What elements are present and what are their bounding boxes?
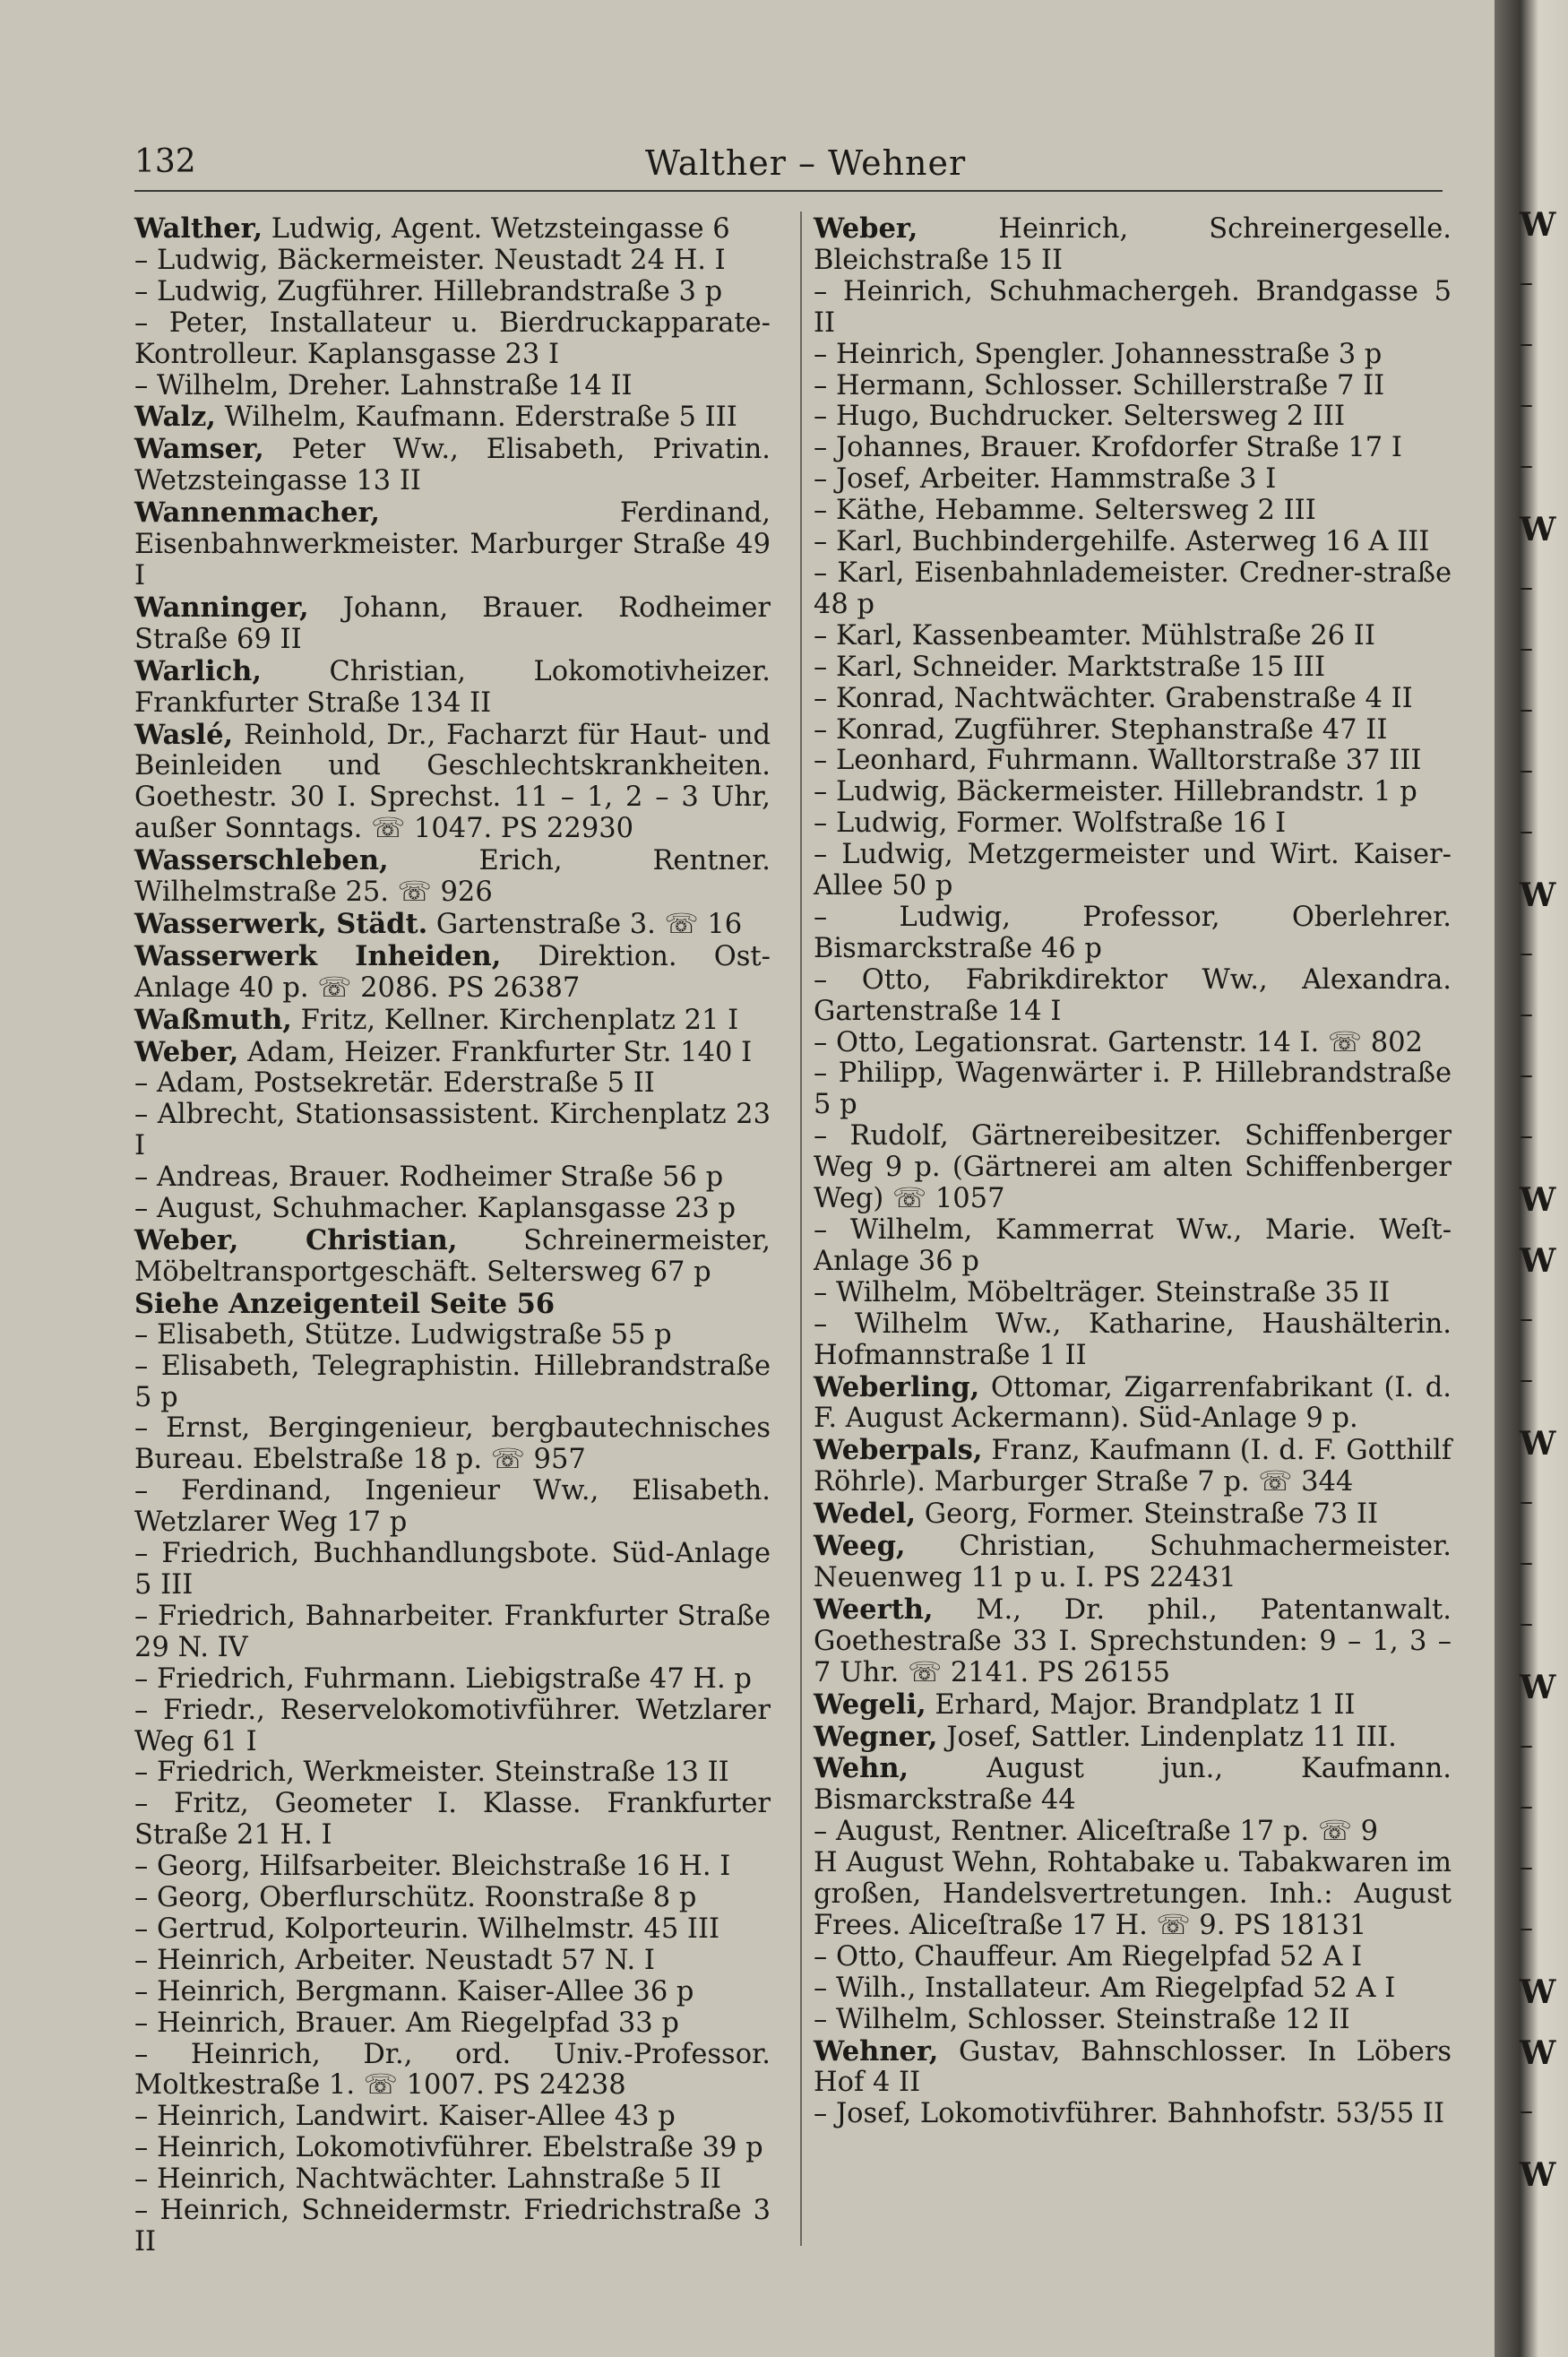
entry-text: – Ferdinand, Ingenieur Ww., Elisabeth. Wetzlarer Weg 17 p <box>134 1475 771 1539</box>
entry-text: – August, Schuhmacher. Kaplansgasse 23 p <box>134 1193 736 1225</box>
entry-text: – Ludwig, Former. Wolfstraße 16 I <box>814 807 1287 840</box>
directory-entry <box>814 1817 1452 1848</box>
directory-entry <box>814 1722 1452 1754</box>
directory-entry <box>814 1594 1452 1689</box>
directory-entry <box>814 621 1452 652</box>
entry-text: – Otto, Legationsrat. Gartenstr. 14 I. ☏ 802 <box>814 1026 1423 1058</box>
left-column <box>134 213 771 2258</box>
entry-text: – Ludwig, Zugführer. Hillebrandstraße 3 p <box>134 275 723 307</box>
entry-text: Reinhold, Dr., Facharzt für Haut- und Beinleiden und Geschlechtskrankheiten. Goethestr. 30 I. Sprechst. 11 – 1, 2 – 3 Uhr, außer Sonntags. ☏ 1047. PS 22930 <box>134 719 771 845</box>
directory-entry <box>814 715 1452 747</box>
next-page-edge-glyph: – <box>1520 694 1533 725</box>
entry-surname: Weber, <box>814 212 918 245</box>
next-page-edge-glyph: – <box>1520 1486 1533 1517</box>
directory-entry <box>134 1946 771 1977</box>
page-number: 132 <box>134 143 196 180</box>
directory-entry <box>814 1848 1452 1942</box>
directory-entry <box>134 1539 771 1602</box>
directory-entry <box>134 1194 771 1225</box>
entry-surname: Wegner, <box>814 1720 938 1753</box>
entry-surname: Walther, <box>134 212 263 245</box>
directory-entry <box>134 2133 771 2164</box>
directory-entry <box>814 340 1452 371</box>
entry-surname: Walz, <box>134 401 216 434</box>
directory-entry <box>134 213 771 246</box>
entry-surname: Weber, <box>134 1035 239 1068</box>
entry-surname: Wamser, <box>134 433 264 466</box>
entry-text: – Karl, Schneider. Marktstraße 15 III <box>814 651 1326 683</box>
next-page-edge-glyph: W <box>1520 1242 1556 1280</box>
next-page-edge-glyph: – <box>1520 998 1533 1030</box>
right-column <box>814 213 1452 2130</box>
directory-entry <box>134 1696 771 1758</box>
directory-entry <box>134 1225 771 1289</box>
directory-entry <box>134 1413 771 1476</box>
column-divider <box>800 212 802 2246</box>
directory-entry <box>134 401 771 434</box>
next-page-edge-glyph: – <box>1520 572 1533 603</box>
next-page-edge-glyph: – <box>1520 1303 1533 1334</box>
entry-text: Fritz, Kellner. Kirchenplatz 21 I <box>291 1004 739 1036</box>
directory-entry <box>814 965 1452 1028</box>
directory-entry <box>134 909 771 941</box>
directory-entry <box>134 1789 771 1852</box>
entry-text: – Wilhelm, Möbelträger. Steinstraße 35 II <box>814 1276 1391 1308</box>
directory-entry <box>814 1973 1452 2005</box>
entry-text: Siehe Anzeigenteil Seite 56 <box>134 1287 556 1320</box>
directory-entry <box>814 808 1452 840</box>
directory-entry <box>814 1531 1452 1594</box>
directory-entry <box>134 1351 771 1414</box>
entry-text: Peter Ww., Elisabeth, Privatin. Wetzsteingasse 13 II <box>134 434 771 497</box>
entry-text: Adam, Heizer. Frankfurter Str. 140 I <box>238 1036 753 1068</box>
entry-surname: Weeg, <box>814 1530 906 1563</box>
directory-entry <box>814 1278 1452 1309</box>
directory-entry <box>814 1753 1452 1817</box>
entry-text: – Adam, Postsekretär. Ederstraße 5 II <box>134 1067 655 1100</box>
directory-entry <box>134 720 771 846</box>
entry-surname: Wedel, <box>814 1498 917 1531</box>
entry-text: – Konrad, Nachtwächter. Grabenstraße 4 II <box>814 682 1413 714</box>
next-page-edge-glyph: W <box>1520 1425 1556 1463</box>
entry-text: – Friedrich, Buchhandlungsbote. Süd-Anlage 5 III <box>134 1538 771 1601</box>
directory-entry <box>134 1037 771 1069</box>
directory-entry <box>814 684 1452 715</box>
directory-entry <box>814 1435 1452 1498</box>
entry-text: Christian, Schuhmachermeister. Neuenweg 11 p u. I. PS 22431 <box>814 1531 1452 1593</box>
next-page-edge-glyph: – <box>1520 267 1533 298</box>
directory-entry <box>134 592 771 656</box>
entry-text: – Peter, Installateur u. Bierdruckapparate-Kontrolleur. Kaplansgasse 23 I <box>134 306 771 370</box>
directory-entry <box>814 433 1452 464</box>
entry-text: – Karl, Kassenbeamter. Mühlstraße 26 II <box>814 619 1375 652</box>
entry-text: Josef, Sattler. Lindenplatz 11 III. <box>937 1721 1397 1753</box>
entry-text: – Josef, Lokomotivführer. Bahnhofstr. 53/55 II <box>814 2098 1445 2130</box>
directory-entry <box>134 1068 771 1100</box>
entry-text: – Elisabeth, Stütze. Ludwigstraße 55 p <box>134 1318 672 1351</box>
directory-entry <box>814 401 1452 433</box>
entry-text: – Heinrich, Bergmann. Kaiser-Allee 36 p <box>134 1975 694 2007</box>
directory-entry <box>814 1498 1452 1531</box>
entry-text: Ottomar, Zigarrenfabrikant (I. d. F. August Ackermann). Süd-Anlage 9 p. <box>814 1371 1452 1435</box>
next-page-edge-glyph: – <box>1520 328 1533 359</box>
entry-surname: Wannenmacher, <box>134 496 380 530</box>
entry-text: – Wilhelm, Dreher. Lahnstraße 14 II <box>134 369 633 401</box>
entry-text: Christian, Lokomotivheizer. Frankfurter Straße 134 II <box>134 655 771 719</box>
directory-entry <box>814 1942 1452 1973</box>
running-title: Walther – Wehner <box>645 143 967 183</box>
entry-text: – Josef, Arbeiter. Hammstraße 3 I <box>814 463 1277 496</box>
directory-entry <box>814 1028 1452 1059</box>
directory-entry <box>814 1372 1452 1436</box>
entry-text: – Heinrich, Schuhmachergeh. Brandgasse 5 II <box>814 275 1452 339</box>
next-page-edge-glyph: W <box>1520 1973 1556 2011</box>
entry-text: – Heinrich, Brauer. Am Riegelpfad 33 p <box>134 2007 679 2039</box>
directory-entry <box>134 2008 771 2040</box>
entry-text: Erich, Rentner. Wilhelmstraße 25. ☏ 926 <box>134 845 771 909</box>
entry-surname: Weerth, <box>814 1593 934 1626</box>
entry-text: Gartenstraße 3. ☏ 16 <box>427 908 743 940</box>
entry-text: – Rudolf, Gärtnereibesitzer. Schiffenberger Weg 9 p. (Gärtnerei am alten Schiffenberger Weg) ☏ 1057 <box>814 1120 1452 1215</box>
directory-entry <box>814 746 1452 777</box>
entry-text: – Andreas, Brauer. Rodheimer Straße 56 p <box>134 1161 724 1194</box>
entry-text: – Friedrich, Bahnarbeiter. Frankfurter Straße 29 N. IV <box>134 1600 771 1663</box>
directory-entry <box>134 2196 771 2258</box>
directory-entry <box>134 1100 771 1162</box>
entry-surname: Wanninger, <box>134 591 309 624</box>
directory-entry <box>134 1005 771 1037</box>
entry-text: – Konrad, Zugführer. Stephanstraße 47 II <box>814 713 1388 746</box>
next-page-edge-glyph: – <box>1520 816 1533 847</box>
next-page-edge-glyph: – <box>1520 1912 1533 1944</box>
directory-entry <box>134 1852 771 1883</box>
entry-surname: Weberling, <box>814 1370 980 1403</box>
entry-text: – Wilhelm Ww., Katharine, Haushälterin. Hofmannstraße 1 II <box>814 1308 1452 1371</box>
directory-entry <box>134 1476 771 1539</box>
directory-entry <box>134 277 771 308</box>
next-page-edge-glyph: – <box>1520 1120 1533 1152</box>
next-page-edge-glyph: W <box>1520 2156 1556 2194</box>
entry-surname: Warlich, <box>134 654 262 687</box>
directory-entry <box>814 1058 1452 1121</box>
directory-entry <box>814 652 1452 684</box>
next-page-edge-glyph: – <box>1520 1547 1533 1578</box>
directory-entry <box>134 1320 771 1351</box>
entry-text: – Otto, Chauffeur. Am Riegelpfad 52 A I <box>814 1940 1363 1973</box>
next-page-edge-glyph: – <box>1520 450 1533 481</box>
directory-entry <box>134 941 771 1005</box>
entry-text: Heinrich, Schreinergeselle. Bleichstraße 15 II <box>814 213 1452 276</box>
entry-surname: Weber, Christian, <box>134 1224 458 1256</box>
directory-entry <box>134 2164 771 2196</box>
directory-entry <box>134 1977 771 2008</box>
next-page-edge-glyph: – <box>1520 389 1533 420</box>
directory-entry <box>134 845 771 909</box>
next-page-edge-glyph: – <box>1520 1059 1533 1091</box>
entry-text: – Leonhard, Fuhrmann. Walltorstraße 37 III <box>814 745 1422 777</box>
entry-text: – Karl, Eisenbahnlademeister. Credner-straße 48 p <box>814 557 1452 620</box>
next-page-edge-glyph: – <box>1520 633 1533 664</box>
next-page-edge-glyph: W <box>1520 2034 1556 2072</box>
directory-entry <box>814 1309 1452 1372</box>
entry-text: – Heinrich, Arbeiter. Neustadt 57 N. I <box>134 1944 655 1976</box>
directory-entry <box>814 371 1452 402</box>
entry-text: – Ludwig, Professor, Oberlehrer. Bismarckstraße 46 p <box>814 901 1452 964</box>
directory-entry <box>134 1757 771 1789</box>
entry-text: Wilhelm, Kaufmann. Ederstraße 5 III <box>215 401 737 434</box>
directory-entry <box>814 496 1452 527</box>
entry-text: – Ernst, Bergingenieur, bergbautechnisches Bureau. Ebelstraße 18 p. ☏ 957 <box>134 1412 771 1476</box>
entry-surname: Wegeli, <box>814 1688 926 1721</box>
entry-text: Gustav, Bahnschlosser. In Löbers Hof 4 II <box>814 2035 1452 2099</box>
entry-text: – Heinrich, Nachtwächter. Lahnstraße 5 II <box>134 2163 721 2196</box>
directory-entry <box>134 2040 771 2102</box>
directory-entry <box>814 2099 1452 2130</box>
directory-entry <box>134 308 771 371</box>
next-page-edge-glyph: W <box>1520 206 1556 244</box>
entry-text: – Hermann, Schlosser. Schillerstraße 7 II <box>814 369 1385 401</box>
directory-entry <box>134 1883 771 1914</box>
entry-text: – August, Rentner. Aliceſtraße 17 p. ☏ 9 <box>814 1816 1379 1848</box>
entry-text: Ludwig, Agent. Wetzsteingasse 6 <box>263 213 730 245</box>
entry-text: – Georg, Oberflurschütz. Roonstraße 8 p <box>134 1882 697 1914</box>
entry-surname: Waslé, <box>134 718 234 751</box>
entry-text: – Wilh., Installateur. Am Riegelpfad 52 A I <box>814 1972 1396 2004</box>
entry-text: – Friedrich, Werkmeister. Steinstraße 13 II <box>134 1757 729 1789</box>
directory-entry <box>134 1664 771 1696</box>
entry-surname: Wehn, <box>814 1752 909 1785</box>
entry-text: – Johannes, Brauer. Krofdorfer Straße 17 I <box>814 432 1402 464</box>
directory-entry <box>814 213 1452 277</box>
directory-entry <box>814 840 1452 902</box>
directory-entry <box>814 277 1452 340</box>
entry-text: – Heinrich, Spengler. Johannesstraße 3 p <box>814 338 1383 370</box>
entry-text: M., Dr. phil., Patentanwalt. Goethestraße 33 I. Sprechstunden: 9 – 1, 3 – 7 Uhr. ☏ 2141. PS 26155 <box>814 1593 1452 1688</box>
directory-entry <box>814 558 1452 621</box>
directory-entry <box>134 656 771 720</box>
entry-surname: Waßmuth, <box>134 1003 292 1036</box>
directory-entry <box>134 1602 771 1664</box>
directory-entry <box>134 1162 771 1194</box>
entry-text: – Albrecht, Stationsassistent. Kirchenplatz 23 I <box>134 1099 771 1162</box>
directory-entry <box>134 246 771 277</box>
entry-text: – Karl, Buchbindergehilfe. Asterweg 16 A III <box>814 526 1430 558</box>
entry-text: – Ludwig, Metzgermeister und Wirt. Kaiser-Allee 50 p <box>814 839 1452 902</box>
entry-text: – Georg, Hilfsarbeiter. Bleichstraße 16 H. I <box>134 1851 731 1883</box>
directory-entry <box>814 1215 1452 1278</box>
next-page-edge-glyph: – <box>1520 1608 1533 1639</box>
header-rule <box>134 190 1443 192</box>
next-page-edge-glyph: – <box>1520 755 1533 786</box>
directory-entry <box>814 902 1452 965</box>
directory-entry <box>134 434 771 497</box>
entry-text: – Wilhelm, Kammerrat Ww., Marie. Weſt-Anlage 36 p <box>814 1214 1452 1277</box>
entry-text: – Friedrich, Fuhrmann. Liebigstraße 47 H. p <box>134 1662 752 1695</box>
entry-text: – Heinrich, Landwirt. Kaiser-Allee 43 p <box>134 2101 676 2133</box>
entry-surname: Wasserschleben, <box>134 844 389 877</box>
next-page-edge-glyph: W <box>1520 876 1556 914</box>
entry-text: – Wilhelm, Schlosser. Steinstraße 12 II <box>814 2003 1350 2035</box>
entry-text: – Hugo, Buchdrucker. Seltersweg 2 III <box>814 401 1346 433</box>
entry-text: – Heinrich, Schneidermstr. Friedrichstraße 3 II <box>134 2195 771 2258</box>
entry-text: – Ludwig, Bäckermeister. Hillebrandstr. 1 p <box>814 776 1417 808</box>
directory-entry <box>814 2036 1452 2100</box>
directory-entry <box>134 1914 771 1946</box>
entry-text: Georg, Former. Steinstraße 73 II <box>916 1498 1379 1531</box>
next-page-edge-glyph: – <box>1520 1730 1533 1761</box>
directory-entry <box>814 2005 1452 2036</box>
page-header <box>134 143 1443 188</box>
entry-surname: Wasserwerk, Städt. <box>134 907 428 940</box>
entry-text: H August Wehn, Rohtabake u. Tabakwaren im großen, Handelsvertretungen. Inh.: August Frees. Aliceſtraße 17 H. ☏ 9. PS 18131 <box>814 1847 1452 1941</box>
entry-text: – Ludwig, Bäckermeister. Neustadt 24 H. I <box>134 244 726 276</box>
next-page-edge-glyph: W <box>1520 511 1556 548</box>
entry-text: Franz, Kaufmann (I. d. F. Gotthilf Röhrle). Marburger Straße 7 p. ☏ 344 <box>814 1435 1452 1498</box>
directory-entry <box>814 527 1452 558</box>
directory-entry <box>134 497 771 592</box>
next-page-edge-glyph: – <box>1520 2095 1533 2127</box>
entry-text: – Elisabeth, Telegraphistin. Hillebrandstraße 5 p <box>134 1350 771 1413</box>
directory-entry <box>814 1689 1452 1722</box>
entry-text: – Philipp, Wagenwärter i. P. Hillebrandstraße 5 p <box>814 1058 1452 1121</box>
entry-text: Direktion. Ost-Anlage 40 p. ☏ 2086. PS 26387 <box>134 940 771 1004</box>
entry-text: Ferdinand, Eisenbahnwerkmeister. Marburger Straße 49 I <box>134 497 771 591</box>
entry-text: Johann, Brauer. Rodheimer Straße 69 II <box>134 591 771 655</box>
entry-surname: Wasserwerk Inheiden, <box>134 939 502 972</box>
entry-text: – Friedr., Reservelokomotivführer. Wetzlarer Weg 61 I <box>134 1694 771 1757</box>
next-page-edge-glyph: – <box>1520 1791 1533 1822</box>
entry-text: Erhard, Major. Brandplatz 1 II <box>926 1688 1356 1721</box>
next-page-edge-glyph: – <box>1520 1364 1533 1395</box>
entry-text: – Fritz, Geometer I. Klasse. Frankfurter Straße 21 H. I <box>134 1788 771 1852</box>
entry-text: – Käthe, Hebamme. Seltersweg 2 III <box>814 495 1316 527</box>
entry-text: Schreinermeister, Möbeltransportgeschäft. Seltersweg 67 p <box>134 1225 771 1288</box>
next-page-edge-glyph: W <box>1520 1669 1556 1706</box>
directory-entry <box>134 1289 771 1320</box>
book-spine-next-page-edge <box>1495 0 1568 2357</box>
entry-text: – Heinrich, Dr., ord. Univ.-Professor. Moltkestraße 1. ☏ 1007. PS 24238 <box>134 2038 771 2102</box>
directory-entry <box>814 1121 1452 1215</box>
entry-surname: Weberpals, <box>814 1434 983 1467</box>
directory-entry <box>814 464 1452 496</box>
directory-entry <box>134 371 771 402</box>
directory-entry <box>134 2102 771 2133</box>
entry-surname: Wehner, <box>814 2034 939 2068</box>
entry-text: – Gertrud, Kolporteurin. Wilhelmstr. 45 III <box>134 1912 720 1945</box>
directory-entry <box>814 777 1452 808</box>
next-page-edge-glyph: – <box>1520 1852 1533 1883</box>
entry-text: August jun., Kaufmann. Bismarckstraße 44 <box>814 1753 1452 1817</box>
entry-text: – Otto, Fabrikdirektor Ww., Alexandra. Gartenstraße 14 I <box>814 963 1452 1027</box>
next-page-edge-glyph: W <box>1520 1181 1556 1219</box>
next-page-edge-glyph: – <box>1520 937 1533 969</box>
entry-text: – Heinrich, Lokomotivführer. Ebelstraße 39 p <box>134 2132 763 2164</box>
